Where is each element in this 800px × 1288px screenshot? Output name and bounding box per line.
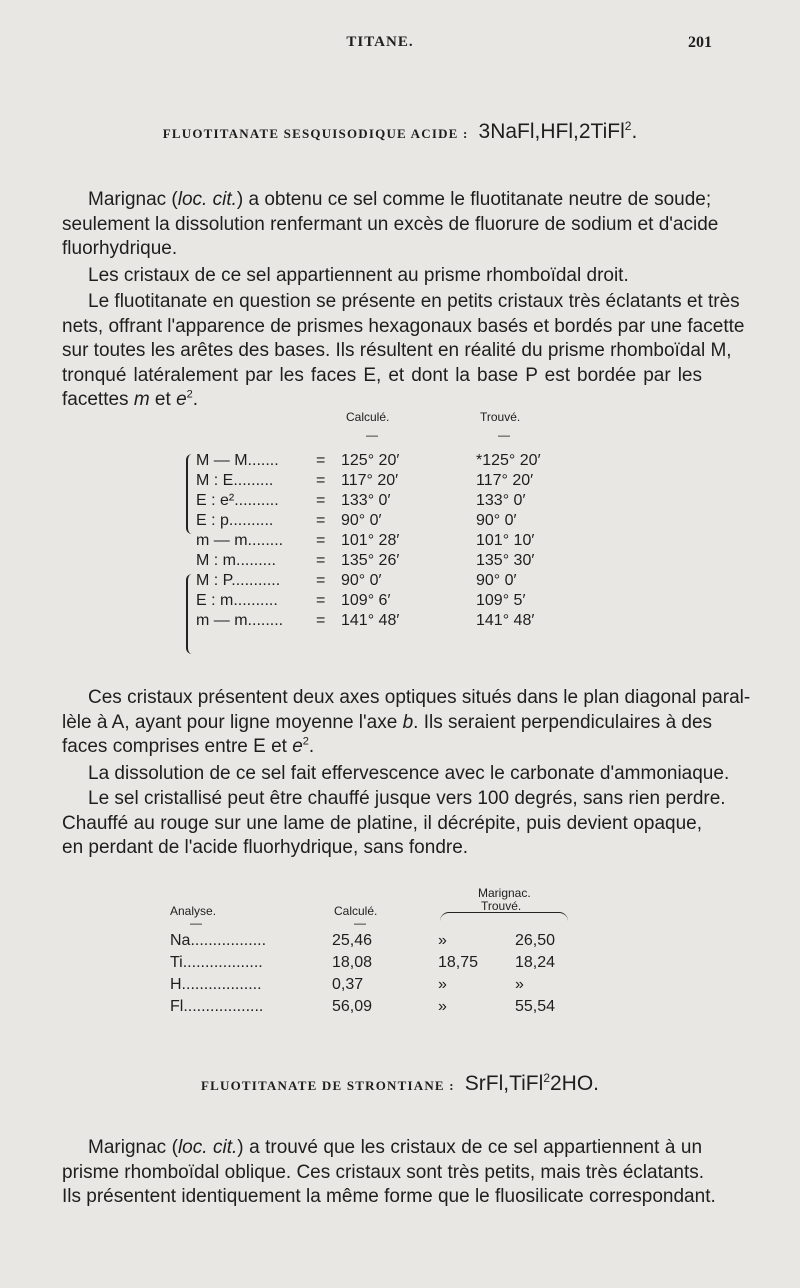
analysis-v2: 18,24 xyxy=(515,954,556,971)
analysis-dash-analysis: — xyxy=(190,916,202,930)
text-line: Le fluotitanate en question se présente en petits cristaux très éclatants et très xyxy=(88,291,740,312)
angle-label: M — M....... xyxy=(196,452,279,469)
angle-found: 133° 0′ xyxy=(476,492,526,509)
paragraph-strontiane xyxy=(62,1136,716,1210)
running-head xyxy=(0,34,800,58)
section-name: FLUOTITANATE SESQUISODIQUE ACIDE : xyxy=(162,126,469,141)
angle-calc: 135° 26′ xyxy=(341,552,400,569)
angle-label: m — m........ xyxy=(196,612,284,629)
paragraph-effervescence xyxy=(62,762,730,787)
analysis-header-found: Trouvé. xyxy=(481,899,522,913)
analysis-v1: » xyxy=(438,932,447,949)
angle-eq: = xyxy=(316,592,326,609)
angle-label: M : P........... xyxy=(196,572,281,589)
page-number: 201 xyxy=(688,34,712,51)
text-line: faces comprises entre E et $e^2$. xyxy=(62,735,315,757)
angle-row xyxy=(186,512,606,532)
angle-eq: = xyxy=(316,572,326,589)
analysis-header-marignac: Marignac. xyxy=(478,886,531,900)
angle-found: *125° 20′ xyxy=(476,452,541,469)
angle-eq: = xyxy=(316,532,326,549)
angle-row xyxy=(186,552,606,572)
analysis-element: Na................. xyxy=(170,932,267,949)
analysis-row xyxy=(170,976,590,998)
text-line: lèle à A, ayant pour ligne moyenne l'axe b. Ils seraient perpendiculaires à des xyxy=(62,711,713,733)
analysis-v1: 18,75 xyxy=(438,954,479,971)
angle-calc: 101° 28′ xyxy=(341,532,400,549)
paragraph-heating xyxy=(62,787,726,861)
angle-calc: 90° 0′ xyxy=(341,512,382,529)
angle-calc: 109° 6′ xyxy=(341,592,391,609)
angles-header-found: Trouvé. xyxy=(480,410,521,424)
text-line: prisme rhomboïdal oblique. Ces cristaux sont très petits, mais très éclatants. xyxy=(62,1161,705,1183)
text-line: nets, offrant l'apparence de prismes hexagonaux basés et bordés par une facette xyxy=(62,315,745,337)
text-line: Ils présentent identiquement la même forme que le fluosilicate correspondant. xyxy=(62,1186,716,1207)
angle-label: m — m........ xyxy=(196,532,284,549)
angle-found: 117° 20′ xyxy=(476,472,534,489)
text-line: Ces cristaux présentent deux axes optiques situés dans le plan diagonal paral- xyxy=(88,687,751,708)
angle-eq: = xyxy=(316,552,326,569)
text-line: Le sel cristallisé peut être chauffé jusque vers 100 degrés, sans rien perdre. xyxy=(88,788,726,809)
angle-calc: 125° 20′ xyxy=(341,452,400,469)
paragraph-intro xyxy=(62,188,719,262)
angles-dash-calc: — xyxy=(366,428,378,442)
analysis-v2: 26,50 xyxy=(515,932,556,949)
angle-row xyxy=(186,532,606,552)
paragraph-crystal-form xyxy=(62,290,745,413)
angle-found: 90° 0′ xyxy=(476,512,517,529)
text-line: Marignac (loc. cit.) a obtenu ce sel comme le fluotitanate neutre de soude; xyxy=(88,189,712,210)
marignac-overbrace xyxy=(440,912,568,921)
angle-label: M : m......... xyxy=(196,552,276,569)
running-title: TITANE. xyxy=(346,34,414,50)
analysis-element: Fl.................. xyxy=(170,998,264,1015)
angle-calc: 133° 0′ xyxy=(341,492,391,509)
text-line: La dissolution de ce sel fait effervescence avec le carbonate d'ammoniaque. xyxy=(88,763,730,784)
text-line: facettes m et $e^2$. xyxy=(62,388,199,410)
angle-found: 101° 10′ xyxy=(476,532,535,549)
angle-eq: = xyxy=(316,472,326,489)
text-line: seulement la dissolution renfermant un excès de fluorure de sodium et d'acide xyxy=(62,213,719,235)
angle-row xyxy=(186,612,606,632)
analysis-row xyxy=(170,932,590,954)
angle-eq: = xyxy=(316,452,326,469)
section-title-sesquisodique xyxy=(0,120,800,144)
paragraph-crystal-system xyxy=(62,264,702,289)
text-line: fluorhydrique. xyxy=(62,238,178,259)
text-line: en perdant de l'acide fluorhydrique, sans fondre. xyxy=(62,837,469,858)
angle-row xyxy=(186,472,606,492)
analysis-row xyxy=(170,954,590,976)
angle-eq: = xyxy=(316,492,326,509)
angle-found: 109° 5′ xyxy=(476,592,526,609)
angle-label: E : p.......... xyxy=(196,512,274,529)
angle-label: E : e².......... xyxy=(196,492,279,509)
analysis-element: H.................. xyxy=(170,976,262,993)
angle-found: 135° 30′ xyxy=(476,552,535,569)
angles-header-calc: Calculé. xyxy=(346,410,390,424)
angle-row xyxy=(186,592,606,612)
analysis-element: Ti.................. xyxy=(170,954,263,971)
angle-calc: 90° 0′ xyxy=(341,572,382,589)
analysis-header-calc: Calculé. xyxy=(334,904,378,918)
angle-found: 141° 48′ xyxy=(476,612,535,629)
analysis-calc: 18,08 xyxy=(332,954,373,971)
angle-calc: 141° 48′ xyxy=(341,612,400,629)
analysis-v1: » xyxy=(438,998,447,1015)
analysis-v2: » xyxy=(515,976,524,993)
angle-row xyxy=(186,492,606,512)
section-name: FLUOTITANATE DE STRONTIANE : xyxy=(200,1078,455,1093)
analysis-calc: 25,46 xyxy=(332,932,373,949)
angle-calc: 117° 20′ xyxy=(341,472,399,489)
analysis-row xyxy=(170,998,590,1020)
text-line: Chauffé au rouge sur une lame de platine, il décrépite, puis devient opaque, xyxy=(62,812,702,834)
analysis-calc: 0,37 xyxy=(332,976,364,993)
paragraph-optics xyxy=(62,686,751,760)
analysis-calc: 56,09 xyxy=(332,998,373,1015)
text-line: sur toutes les arêtes des bases. Ils résultent en réalité du prisme rhomboïdal M, xyxy=(62,340,732,361)
analysis-dash-calc: — xyxy=(354,916,366,930)
angle-found: 90° 0′ xyxy=(476,572,517,589)
angle-eq: = xyxy=(316,512,326,529)
section-formula: 3NaFl,HFl,2TiFl$^2$. xyxy=(478,119,638,143)
angles-dash-found: — xyxy=(498,428,510,442)
angle-label: E : m.......... xyxy=(196,592,278,609)
angle-row xyxy=(186,452,606,472)
text-line: Les cristaux de ce sel appartiennent au prisme rhomboïdal droit. xyxy=(88,265,629,286)
analysis-header-analysis: Analyse. xyxy=(170,904,217,918)
text-line: Marignac (loc. cit.) a trouvé que les cristaux de ce sel appartiennent à un xyxy=(88,1137,703,1158)
section-formula: SrFl,TiFl$^2$2HO. xyxy=(464,1071,600,1095)
analysis-v1: » xyxy=(438,976,447,993)
analysis-v2: 55,54 xyxy=(515,998,556,1015)
angle-row xyxy=(186,572,606,592)
section-title-strontiane xyxy=(0,1072,800,1096)
text-line: tronqué latéralement par les faces E, et dont la base P est bordée par les xyxy=(62,364,702,386)
angle-eq: = xyxy=(316,612,326,629)
angle-label: M : E......... xyxy=(196,472,274,489)
